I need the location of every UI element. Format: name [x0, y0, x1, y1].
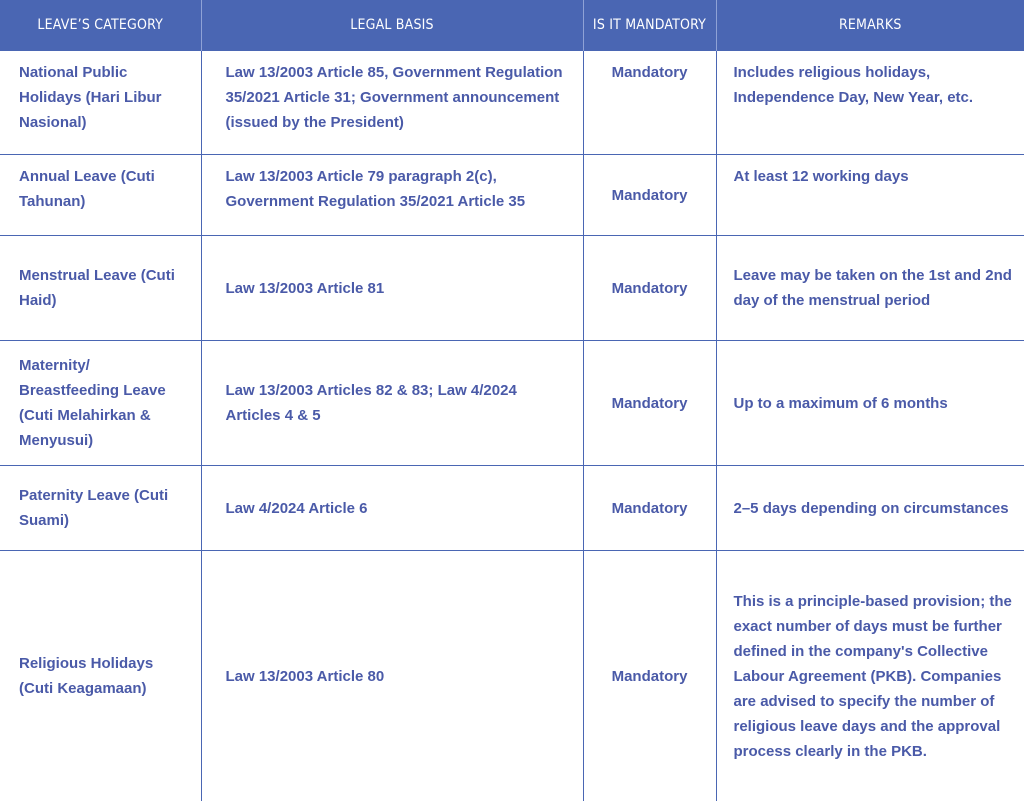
table-row [0, 551, 1024, 801]
mandatory-cell: Mandatory [583, 551, 716, 801]
header-remarks: REMARKS [716, 0, 1024, 51]
category-cell: National Public Holidays (Hari Libur Nasional) [0, 51, 201, 155]
category-cell: Menstrual Leave (Cuti Haid) [0, 236, 201, 341]
category-cell: Religious Holidays (Cuti Keagamaan) [0, 551, 201, 801]
mandatory-cell: Mandatory [583, 51, 716, 155]
remarks-cell: 2–5 days depending on circumstances [716, 466, 1024, 551]
legal-basis-cell: Law 13/2003 Article 81 [201, 236, 583, 341]
table-row [0, 466, 1024, 551]
remarks-cell: This is a principle-based provision; the exact number of days must be further defined in the company's Collective Labour Agreement (PKB). Companies are advised to specify the number of religious leave days and the approval process clearly in the PKB. [716, 551, 1024, 801]
header-category: LEAVE’S CATEGORY [0, 0, 201, 51]
category-cell: Paternity Leave (Cuti Suami) [0, 466, 201, 551]
header-mandatory: IS IT MANDATORY [583, 0, 716, 51]
remarks-cell: Includes religious holidays, Independence Day, New Year, etc. [716, 51, 1024, 155]
mandatory-cell: Mandatory [583, 236, 716, 341]
table-header [0, 0, 1024, 51]
table-body [0, 51, 1024, 801]
legal-basis-cell: Law 13/2003 Article 79 paragraph 2(c), Government Regulation 35/2021 Article 35 [201, 155, 583, 236]
table-row [0, 341, 1024, 466]
table-row [0, 51, 1024, 155]
category-cell: Annual Leave (Cuti Tahunan) [0, 155, 201, 236]
category-cell: Maternity/ Breastfeeding Leave (Cuti Melahirkan & Menyusui) [0, 341, 201, 466]
header-row [0, 0, 1024, 51]
remarks-cell: Leave may be taken on the 1st and 2nd day of the menstrual period [716, 236, 1024, 341]
header-legal-basis: LEGAL BASIS [201, 0, 583, 51]
legal-basis-cell: Law 4/2024 Article 6 [201, 466, 583, 551]
table-row [0, 236, 1024, 341]
remarks-cell: Up to a maximum of 6 months [716, 341, 1024, 466]
legal-basis-cell: Law 13/2003 Articles 82 & 83; Law 4/2024 Articles 4 & 5 [201, 341, 583, 466]
mandatory-cell: Mandatory [583, 341, 716, 466]
mandatory-cell: Mandatory [583, 466, 716, 551]
mandatory-cell: Mandatory [583, 155, 716, 236]
table-row [0, 155, 1024, 236]
remarks-cell: At least 12 working days [716, 155, 1024, 236]
legal-basis-cell: Law 13/2003 Article 85, Government Regulation 35/2021 Article 31; Government announcement (issued by the President) [201, 51, 583, 155]
legal-basis-cell: Law 13/2003 Article 80 [201, 551, 583, 801]
